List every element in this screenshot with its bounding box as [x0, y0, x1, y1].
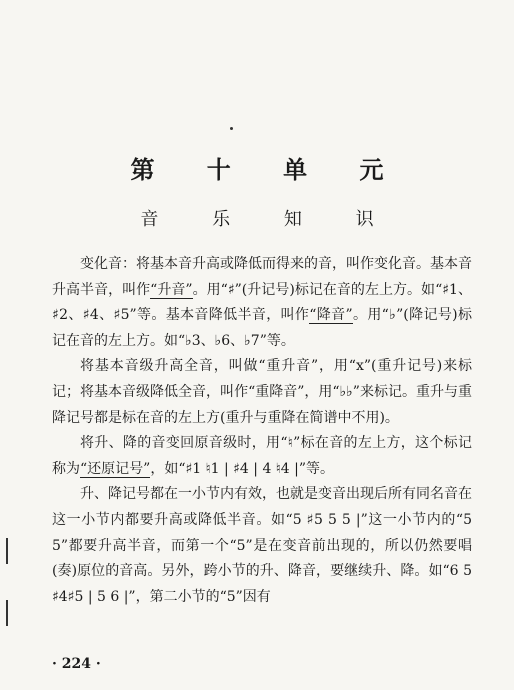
paragraph-1-text-a: 变化音：将基本音升高或降低而得来的音，叫作变化音。基本音升高半音，叫作 [52, 256, 472, 298]
paragraph-1 [52, 252, 472, 354]
paragraph-3-text-b: ，如“♯1 ♮1 | ♯4 | 4 ♮4 |”等。 [150, 460, 335, 477]
paragraph-3-text-a: 将升、降的音变回原音级时，用“♮”标在音的左上方，这个标记称为 [52, 435, 472, 477]
term-sharp-note: “升音” [150, 281, 193, 298]
page-number: · 224 · [52, 656, 101, 672]
paragraph-2: 将基本音级升高全音，叫做“重升音”，用“x”(重升记号)来标记；将基本音级降低全音，叫作“重降音”，用“♭♭”来标记。重升与重降记号都是标在音的左上方(重升与重降在简谱中不用)。 [52, 358, 472, 426]
unit-title: 第 十 单 元 [130, 156, 406, 184]
body-text [52, 252, 472, 610]
term-natural-sign: “还原记号” [80, 460, 151, 477]
paragraph-4: 升、降记号都在一小节内有效，也就是变音出现后所有同名音在这一小节内都要升高或降低半音。如“5 ♯5 5 5 |”这一小节内的“5 5”都要升高半音，而第一个“5”是在变音前出现的，所以仍然要唱(奏)原位的音高。另外，跨小节的升、降音，要继续升、降。如“6 5 ♯4♯5 | 5 6 |”，第二小节的“5”因有 [52, 486, 472, 605]
margin-mark [6, 600, 8, 626]
section-title: 音 乐 知 识 [140, 209, 398, 230]
margin-mark [6, 538, 8, 564]
paragraph-3 [52, 431, 472, 482]
paragraph-1-text-b: 。用“♯”(升记号)标记在音的左上方。如“♯1、♯2、♯4、♯5”等。基本音降低半音，叫作 [52, 281, 472, 324]
paragraph-1-text-c: 。用“♭”(降记号)标记在音的左上方。如“♭3、♭6、♭7”等。 [52, 307, 472, 349]
decorative-dot [230, 127, 233, 130]
term-flat-note: “降音” [309, 307, 353, 324]
